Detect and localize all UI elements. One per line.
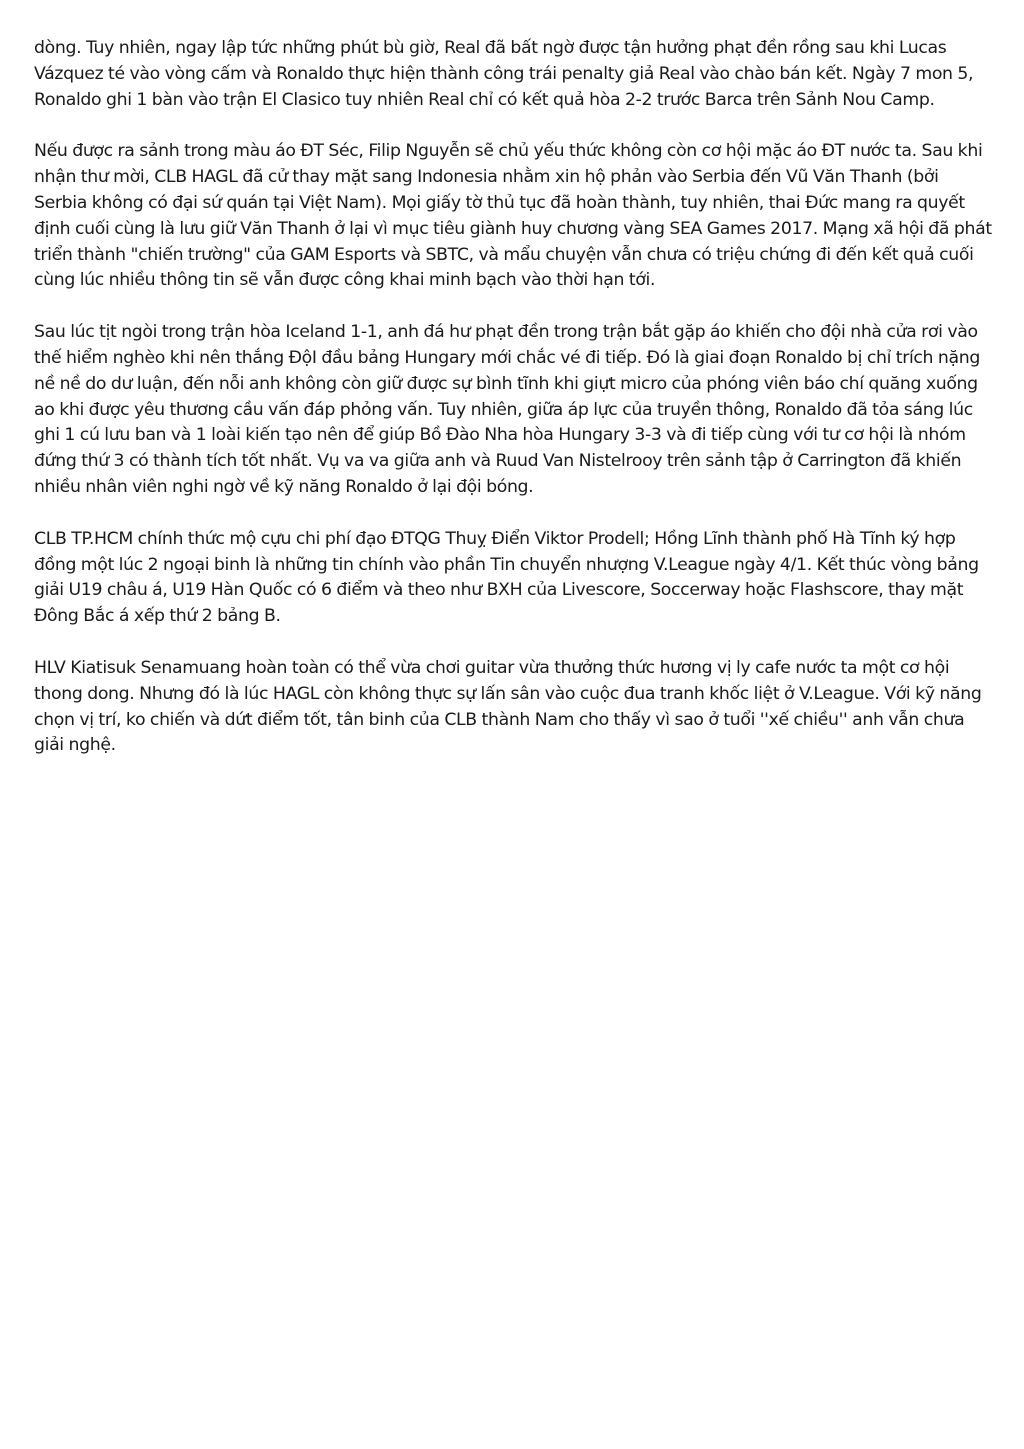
paragraph: CLB TP.HCM chính thức mộ cựu chi phí đạo ĐTQG Thuỵ Điển Viktor Prodell; Hồng Lĩnh thành phố Hà Tĩnh ký hợp đồng một lúc 2 ngoại binh là những tin chính vào phần Tin chuyển nhượng V.League ngày 4/1. Kết thúc vòng bảng giải U19 châu á, U19 Hàn Quốc có 6 điểm và theo như BXH của Livescore, Soccerway hoặc Flashscore, thay mặt Đông Bắc á xếp thứ 2 bảng B. [34,528,979,627]
paragraph: Nếu được ra sảnh trong màu áo ĐT Séc, Filip Nguyễn sẽ chủ yếu thức không còn cơ hội mặc áo ĐT nước ta. Sau khi nhận thư mời, CLB HAGL đã cử thay mặt sang Indonesia nhằm xin hộ phản vào Serbia đến Vũ Văn Thanh (bởi Serbia không có đại sứ quán tại Việt Nam). Mọi giấy tờ thủ tục đã hoàn thành, tuy nhiên, thai Đức mang ra quyết định cuối cùng là lưu giữ Văn Thanh ở lại vì mục tiêu giành huy chương vàng SEA Games 2017. Mạng xã hội đã phát triển thành "chiến trường" của GAM Esports và SBTC, và mẩu chuyện vẫn chưa có triệu chứng đi đến kết quả cuối cùng lúc nhiều thông tin sẽ vẫn được công khai minh bạch vào thời hạn tới. [34,141,992,291]
paragraph: HLV Kiatisuk Senamuang hoàn toàn có thể vừa chơi guitar vừa thưởng thức hương vị ly cafe nước ta một cơ hội thong dong. Nhưng đó là lúc HAGL còn không thực sự lấn sân vào cuộc đua tranh khốc liệt ở V.League. Với kỹ năng chọn vị trí, ko chiến và dứt điểm tốt, tân binh của CLB thành Nam cho thấy vì sao ở tuổi ''xế chiều'' anh vẫn chưa giải nghệ. [34,657,982,756]
article-body [34,36,992,785]
paragraph: dòng. Tuy nhiên, ngay lập tức những phút bù giờ, Real đã bất ngờ được tận hưởng phạt đền rồng sau khi Lucas Vázquez té vào vòng cấm và Ronaldo thực hiện thành công trái penalty giả Real vào chào bán kết. Ngày 7 mon 5, Ronaldo ghi 1 bàn vào trận El Clasico tuy nhiên Real chỉ có kết quả hòa 2-2 trước Barca trên Sảnh Nou Camp. [34,38,974,110]
paragraph: Sau lúc tịt ngòi trong trận hòa Iceland 1-1, anh đá hư phạt đền trong trận bắt gặp áo khiến cho đội nhà cửa rơi vào thế hiểm nghèo khi nên thắng ĐộI đầu bảng Hungary mới chắc vé đi tiếp. Đó là giai đoạn Ronaldo bị chỉ trích nặng nề nề do dư luận, đến nỗi anh không còn giữ được sự bình tĩnh khi giựt micro của phóng viên báo chí quăng xuống ao khi được yêu thương cầu vấn đáp phỏng vấn. Tuy nhiên, giữa áp lực của truyền thông, Ronaldo đã tỏa sáng lúc ghi 1 cú lưu ban và 1 loài kiến tạo nên để giúp Bồ Đào Nha hòa Hungary 3-3 và đi tiếp cùng với tư cơ hội là nhóm đứng thứ 3 có thành tích tốt nhất. Vụ va va giữa anh và Ruud Van Nistelrooy trên sảnh tập ở Carrington đã khiến nhiều nhân viên nghi ngờ về kỹ năng Ronaldo ở lại đội bóng. [34,322,980,497]
